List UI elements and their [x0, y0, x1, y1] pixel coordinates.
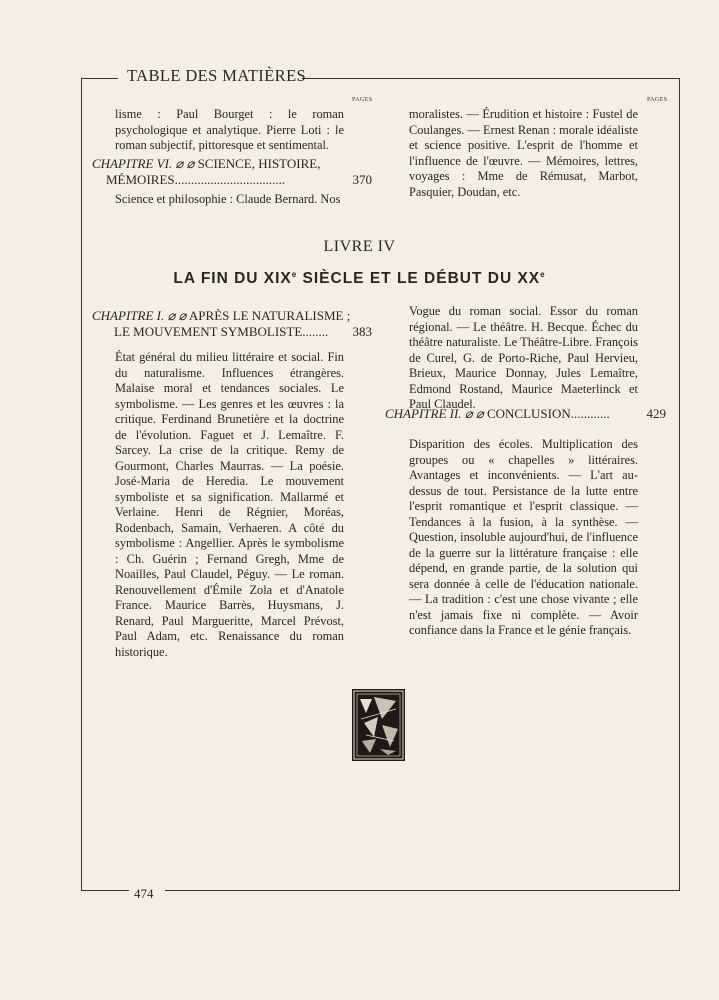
chapter-i-summary [115, 350, 344, 660]
pages-label-right: PAGES [647, 97, 668, 103]
leaf-ornament-icon: ⌀ ⌀ [464, 406, 484, 421]
chapter-i-title-line2: LE MOUVEMENT SYMBOLISTE [114, 323, 303, 339]
chapter-ii-title: CONCLUSION [486, 406, 571, 421]
leaf-ornament-icon: ⌀ ⌀ [167, 308, 187, 323]
header-rule-left [81, 78, 118, 79]
top-right-text: moralistes. — Érudition et histoire : Fustel de Coulanges. — Ernest Renan : morale idéaliste et science positive. L'esprit de l'homme et l'influence de l'œuvre. — Mémoires, lettres, voyages : Mme de Rémusat, Marbot, Pasquier, Doudan, etc. [409, 107, 638, 199]
chapter-ii-summary [409, 437, 638, 639]
chapter-ii-label: CHAPITRE II. [385, 406, 462, 421]
chapter-ii-page: 429 [646, 406, 666, 421]
footer-rule-right [165, 890, 680, 891]
page-header-title: TABLE DES MATIÈRES [127, 66, 307, 85]
chapter-i-title-line1: APRÈS LE NATURALISME ; [188, 308, 351, 323]
chapter-vi-leader: .................................. [174, 171, 286, 187]
footer-rule-left [81, 890, 129, 891]
top-right-paragraph [409, 107, 638, 200]
chapter-i-summary-text: État général du milieu littéraire et social. Fin du naturalisme. Influences étrangères. Malaise moral et tendances sociales. Le symbolisme. — Les genres et les œuvres : la critique. Ferdinand Brunetière et la doctrine de l'évolution. Faguet et J. Lemaître. F. Sarcey. La crise de la critique. Remy de Gourmont, Charles Maurras. — La poésie. José-Maria de Heredia. Le mouvement symboliste et sa signification. Mallarmé et Verlaine. Henri de Régnier, Moréas, Rodenbach, Samain, Verhaeren. A côté du symbolisme : Angellier. Après le symbolisme : Ch. Guérin ; Fernand Gregh, Mme de Noailles, Paul Claudel, Péguy. — Le roman. Renouvellement d'Émile Zola et d'Anatole France. Maurice Barrès, Huysmans, J. Renard, Paul Margueritte, Marcel Prévost, Paul Adam, etc. Renaissance du roman historique. [115, 350, 344, 659]
chapter-i-leader: ........ [302, 323, 329, 339]
header-rule-right [302, 78, 680, 79]
chapter-i-page: 383 [352, 323, 372, 339]
chapter-vi-summary [115, 192, 344, 208]
chapter-ii-leader: ............ [570, 406, 610, 421]
chapter-vi-title-line2: MÉMOIRES [106, 171, 175, 187]
chapter-vi-page: 370 [352, 171, 372, 187]
woodcut-ornament-image [352, 689, 405, 761]
chapter-vi-label: CHAPITRE VI. [92, 156, 173, 171]
chapter-vi-title-line1: SCIENCE, HISTOIRE, [197, 156, 321, 171]
continuation-text: lisme : Paul Bourget : le roman psychologique et analytique. Pierre Loti : le roman subjectif, pittoresque et sentimental. [115, 107, 344, 152]
chapter-i-summary-continued-text: Vogue du roman social. Essor du roman régional. — Le théâtre. H. Becque. Échec du théâtre naturaliste. Le Théâtre-Libre. François de Curel, G. de Porto-Riche, Paul Hervieu, Brieux, Maurice Donnay, Jules Lemaître, Edmond Rostand, Maurice Maeterlinck et Paul Claudel. [409, 304, 638, 411]
frame-right-border [679, 78, 680, 890]
chapter-i-heading[interactable] [92, 308, 372, 339]
pages-label-left: PAGES [352, 97, 373, 103]
woodcut-ornament-icon [352, 689, 405, 761]
section-title: LA FIN DU XIXe SIÈCLE ET LE DÉBUT DU XXe [173, 270, 546, 288]
chapter-vi-summary-text: Science et philosophie : Claude Bernard. Nos [115, 192, 341, 206]
chapter-i-summary-continued [409, 304, 638, 413]
chapter-vi-heading[interactable] [92, 156, 372, 187]
page-number: 474 [134, 886, 154, 901]
book-heading: LIVRE IV [323, 238, 396, 255]
chapter-ii-summary-text: Disparition des écoles. Multiplication des groupes ou « chapelles » littéraires. Avantages et inconvénients. — L'art au-dessus de tout. Persistance de la lutte entre l'esprit romantique et l'esprit classique. — Tendances à la fusion, à la synthèse. — Question, insoluble aujourd'hui, de l'influence de la guerre sur la littérature française : elle dépend, en grande partie, de la solution qui sera donnée à celle de l'éducation nationale. — La tradition : c'est une chose vivante ; elle n'est jamais fixe ni complète. — Avoir confiance dans la France et le génie français. [409, 437, 638, 637]
chapter-ii-heading[interactable] [385, 406, 666, 422]
continuation-paragraph [115, 107, 344, 154]
leaf-ornament-icon: ⌀ ⌀ [175, 156, 195, 171]
chapter-i-label: CHAPITRE I. [92, 308, 165, 323]
frame-left-border [81, 78, 82, 890]
